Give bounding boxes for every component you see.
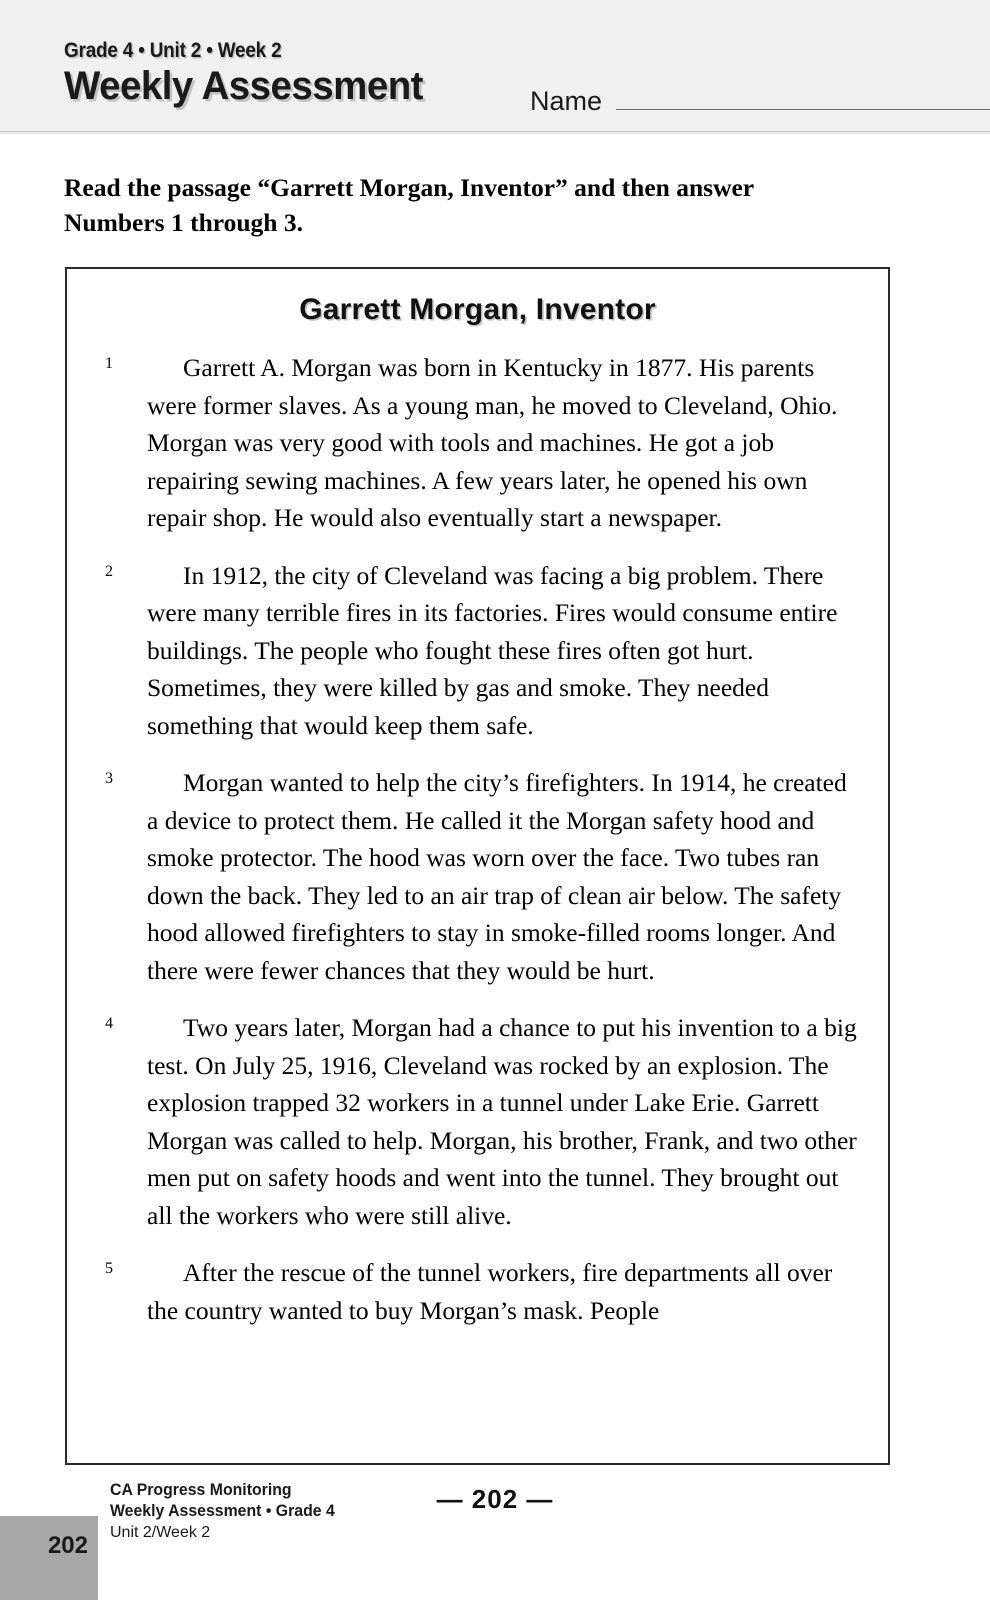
passage-title: Garrett Morgan, Inventor — [299, 293, 656, 326]
paragraph-text: In 1912, the city of Cleveland was facing a big problem. There were many terrible fires in its factories. Fires would consume entire buildings. The people who fought these fires often got hurt. Sometimes, they were killed by gas and smoke. They needed something that would keep them safe. — [147, 560, 838, 740]
paragraph-text: After the rescue of the tunnel workers, fire departments all over the country wanted to buy Morgan’s mask. People — [147, 1258, 833, 1325]
passage-body — [67, 349, 888, 1329]
footer-page-number-swatch — [0, 1516, 98, 1600]
passage-paragraph — [101, 764, 858, 989]
grade-unit-week-line: Grade 4 • Unit 2 • Week 2 — [64, 39, 282, 62]
passage-paragraph — [101, 1009, 858, 1234]
passage-instruction: Read the passage “Garrett Morgan, Inventor” and then answer Numbers 1 through 3. — [64, 173, 754, 237]
paragraph-number: 5 — [105, 1260, 113, 1277]
page-title: Weekly Assessment — [64, 64, 423, 109]
footer-unit-week: Unit 2/Week 2 — [110, 1524, 211, 1541]
header-divider-rule — [0, 131, 990, 134]
passage-container — [65, 267, 890, 1465]
paragraph-number: 4 — [105, 1015, 113, 1032]
paragraph-text: Garrett A. Morgan was born in Kentucky in 1877. His parents were former slaves. As a young man, he moved to Cleveland, Ohio. Morgan was very good with tools and machines. He got a job repairing sewing machines. A few years later, he opened his own repair shop. He would also eventually start a newspaper. — [147, 353, 838, 532]
paragraph-text: Morgan wanted to help the city’s firefighters. In 1914, he created a device to protect them. He called it the Morgan safety hood and smoke protector. The hood was worn over the face. Two tubes ran down the back. They led to an air trap of clean air below. The safety hood allowed firefighters to stay in smoke-filled rooms longer. And there were fewer chances that they would be hurt. — [147, 768, 847, 985]
footer-assessment-grade: Weekly Assessment • Grade 4 — [110, 1502, 335, 1520]
footer-program-name: CA Progress Monitoring — [110, 1481, 292, 1499]
name-field-group[interactable] — [530, 86, 990, 117]
footer-page-number: — 202 — — [436, 1484, 554, 1514]
passage-paragraph — [101, 1254, 858, 1329]
header-title-group — [64, 40, 438, 108]
footer-swatch-page-number: 202 — [47, 1532, 88, 1559]
paragraph-number: 2 — [105, 562, 113, 580]
name-write-in-line[interactable] — [616, 109, 990, 110]
passage-paragraph — [101, 349, 858, 537]
paragraph-text: Two years later, Morgan had a chance to put his invention to a big test. On July 25, 1916, Cleveland was rocked by an explosion. The explosion trapped 32 workers in a tunnel under Lake Erie. Garrett Morgan was called to help. Morgan, his brother, Frank, and two other men put on safety hoods and went into the tunnel. They brought out all the workers who were still alive. — [147, 1013, 857, 1230]
passage-paragraph — [101, 557, 858, 745]
paragraph-number: 1 — [105, 355, 113, 372]
paragraph-number: 3 — [105, 770, 113, 787]
name-label: Name — [530, 86, 603, 116]
